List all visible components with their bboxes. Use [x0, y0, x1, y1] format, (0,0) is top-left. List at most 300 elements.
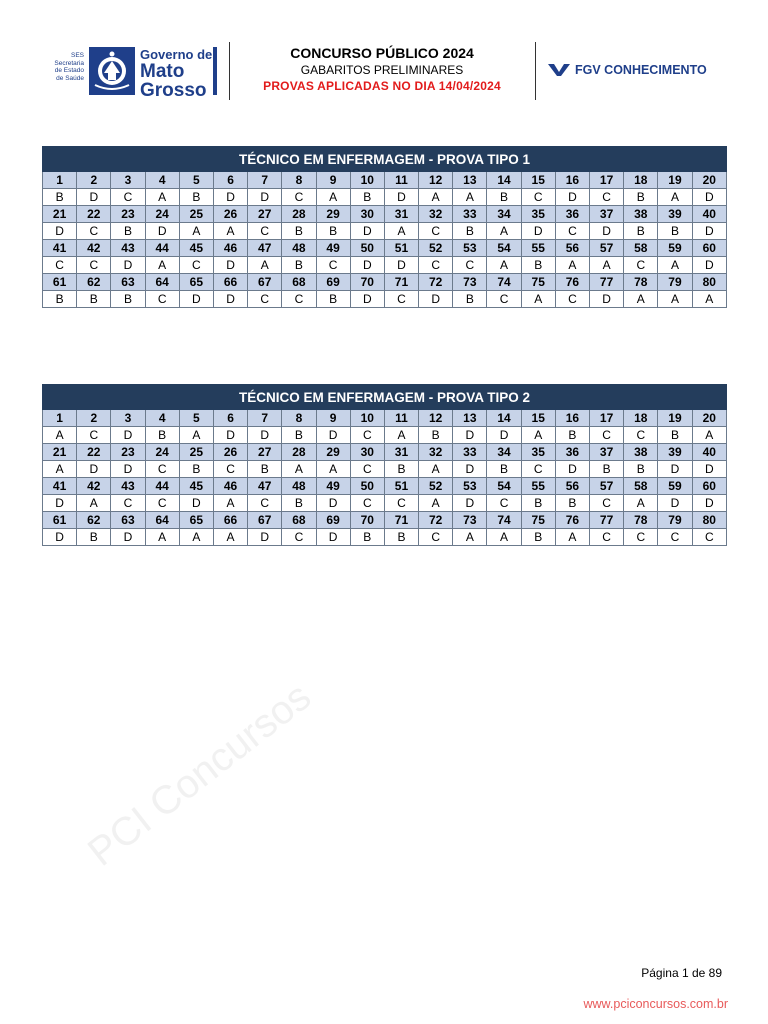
question-number-row [43, 206, 727, 223]
answer-cell: A [145, 189, 179, 206]
question-number-cell: 55 [521, 240, 555, 257]
question-number-cell: 11 [384, 410, 418, 427]
question-number-cell: 51 [384, 240, 418, 257]
answer-cell: A [145, 257, 179, 274]
question-number-cell: 17 [590, 172, 624, 189]
answer-cell: B [282, 427, 316, 444]
answer-cell: C [350, 427, 384, 444]
answer-cell: C [316, 257, 350, 274]
question-number-cell: 39 [658, 206, 692, 223]
question-number-cell: 6 [213, 410, 247, 427]
question-number-cell: 79 [658, 274, 692, 291]
question-number-cell: 40 [692, 206, 726, 223]
answer-cell: A [555, 257, 589, 274]
answer-cell: C [350, 461, 384, 478]
answer-row [43, 461, 727, 478]
answer-cell: B [453, 223, 487, 240]
answer-cell: C [487, 495, 521, 512]
answer-cell: D [316, 427, 350, 444]
answer-cell: B [590, 461, 624, 478]
answer-cell: B [145, 427, 179, 444]
answer-cell: D [350, 223, 384, 240]
question-number-cell: 5 [179, 410, 213, 427]
ses-line: de Saúde [56, 74, 84, 82]
question-number-cell: 7 [248, 172, 282, 189]
answer-cell: A [419, 495, 453, 512]
answer-cell: D [692, 495, 726, 512]
question-number-cell: 55 [521, 478, 555, 495]
answer-cell: B [419, 427, 453, 444]
answer-cell: D [213, 189, 247, 206]
question-number-cell: 69 [316, 512, 350, 529]
question-number-cell: 19 [658, 410, 692, 427]
answer-cell: B [111, 291, 145, 308]
answer-cell: C [521, 461, 555, 478]
answer-cell: A [624, 495, 658, 512]
answer-row [43, 257, 727, 274]
question-number-cell: 76 [555, 512, 589, 529]
answer-cell: D [453, 427, 487, 444]
question-number-cell: 2 [77, 172, 111, 189]
question-number-cell: 38 [624, 206, 658, 223]
question-number-cell: 56 [555, 478, 589, 495]
question-number-cell: 50 [350, 478, 384, 495]
question-number-cell: 30 [350, 206, 384, 223]
question-number-cell: 50 [350, 240, 384, 257]
question-number-cell: 39 [658, 444, 692, 461]
question-number-cell: 13 [453, 172, 487, 189]
answer-cell: C [282, 189, 316, 206]
question-number-cell: 29 [316, 444, 350, 461]
question-number-cell: 75 [521, 512, 555, 529]
question-number-cell: 24 [145, 206, 179, 223]
answer-cell: D [111, 529, 145, 546]
question-number-cell: 80 [692, 512, 726, 529]
question-number-cell: 42 [77, 478, 111, 495]
answer-cell: C [248, 291, 282, 308]
question-number-cell: 63 [111, 274, 145, 291]
answer-cell: B [282, 257, 316, 274]
answer-cell: C [384, 495, 418, 512]
answer-cell: C [111, 189, 145, 206]
question-number-cell: 30 [350, 444, 384, 461]
question-number-cell: 48 [282, 240, 316, 257]
question-number-row [43, 274, 727, 291]
answer-cell: A [624, 291, 658, 308]
question-number-cell: 31 [384, 206, 418, 223]
question-number-cell: 58 [624, 478, 658, 495]
answer-cell: A [658, 257, 692, 274]
answer-cell: B [487, 189, 521, 206]
answer-cell: D [248, 427, 282, 444]
answer-cell: A [316, 461, 350, 478]
table-title: TÉCNICO EM ENFERMAGEM - PROVA TIPO 1 [43, 147, 727, 172]
answer-key-table-type-2 [42, 384, 727, 546]
answer-cell: B [624, 461, 658, 478]
question-number-cell: 41 [43, 478, 77, 495]
question-number-cell: 66 [213, 512, 247, 529]
answer-cell: B [384, 529, 418, 546]
question-number-cell: 12 [419, 172, 453, 189]
table-title: TÉCNICO EM ENFERMAGEM - PROVA TIPO 2 [43, 385, 727, 410]
question-number-cell: 63 [111, 512, 145, 529]
question-number-cell: 43 [111, 240, 145, 257]
answer-row [43, 189, 727, 206]
question-number-row [43, 444, 727, 461]
question-number-cell: 31 [384, 444, 418, 461]
question-number-cell: 20 [692, 410, 726, 427]
question-number-cell: 44 [145, 240, 179, 257]
ses-label [44, 52, 84, 82]
question-number-cell: 61 [43, 512, 77, 529]
answer-cell: D [453, 461, 487, 478]
question-number-cell: 69 [316, 274, 350, 291]
answer-cell: B [555, 427, 589, 444]
answer-cell: D [316, 529, 350, 546]
answer-cell: D [213, 427, 247, 444]
question-number-cell: 58 [624, 240, 658, 257]
question-number-cell: 77 [590, 274, 624, 291]
page-number: Página 1 de 89 [641, 966, 722, 980]
question-number-cell: 61 [43, 274, 77, 291]
answer-cell: C [419, 223, 453, 240]
answer-row [43, 495, 727, 512]
answer-cell: A [179, 529, 213, 546]
answer-cell: B [487, 461, 521, 478]
question-number-cell: 23 [111, 206, 145, 223]
question-number-cell: 37 [590, 444, 624, 461]
question-number-cell: 27 [248, 206, 282, 223]
question-number-cell: 40 [692, 444, 726, 461]
answer-cell: C [248, 223, 282, 240]
answer-cell: C [419, 257, 453, 274]
question-number-cell: 33 [453, 206, 487, 223]
question-number-cell: 74 [487, 512, 521, 529]
question-number-cell: 27 [248, 444, 282, 461]
question-number-cell: 36 [555, 206, 589, 223]
question-number-cell: 60 [692, 240, 726, 257]
answer-cell: A [521, 291, 555, 308]
answer-cell: B [624, 189, 658, 206]
question-number-cell: 38 [624, 444, 658, 461]
answer-cell: B [179, 189, 213, 206]
answer-row [43, 529, 727, 546]
question-number-cell: 64 [145, 274, 179, 291]
question-number-cell: 17 [590, 410, 624, 427]
question-number-cell: 37 [590, 206, 624, 223]
answer-cell: C [350, 495, 384, 512]
answer-cell: D [111, 461, 145, 478]
answer-key-table-type-1 [42, 146, 727, 308]
answer-cell: C [624, 529, 658, 546]
answer-cell: D [248, 189, 282, 206]
question-number-cell: 68 [282, 512, 316, 529]
question-number-cell: 56 [555, 240, 589, 257]
answer-cell: D [658, 495, 692, 512]
answer-cell: C [590, 189, 624, 206]
question-number-cell: 57 [590, 240, 624, 257]
question-number-cell: 25 [179, 206, 213, 223]
answer-cell: C [145, 495, 179, 512]
answer-cell: B [282, 223, 316, 240]
fgv-chevron-icon [548, 64, 570, 76]
answer-cell: B [453, 291, 487, 308]
answer-cell: C [248, 495, 282, 512]
answer-cell: C [521, 189, 555, 206]
answer-cell: C [43, 257, 77, 274]
answer-cell: C [555, 291, 589, 308]
watermark: PCI Concursos [80, 674, 320, 875]
question-number-cell: 59 [658, 478, 692, 495]
question-number-cell: 67 [248, 512, 282, 529]
question-number-cell: 54 [487, 478, 521, 495]
question-number-cell: 32 [419, 206, 453, 223]
answer-cell: B [43, 291, 77, 308]
answer-cell: A [453, 529, 487, 546]
question-number-cell: 3 [111, 172, 145, 189]
answer-cell: B [248, 461, 282, 478]
question-number-cell: 62 [77, 274, 111, 291]
question-number-cell: 28 [282, 444, 316, 461]
answer-cell: C [213, 461, 247, 478]
question-number-cell: 22 [77, 206, 111, 223]
question-number-cell: 16 [555, 410, 589, 427]
question-number-cell: 1 [43, 410, 77, 427]
answer-cell: D [179, 291, 213, 308]
answer-cell: B [521, 495, 555, 512]
question-number-cell: 71 [384, 512, 418, 529]
question-number-cell: 6 [213, 172, 247, 189]
question-number-cell: 34 [487, 206, 521, 223]
fgv-label: FGV CONHECIMENTO [575, 63, 707, 77]
answer-cell: A [487, 257, 521, 274]
answer-cell: C [77, 223, 111, 240]
question-number-cell: 3 [111, 410, 145, 427]
question-number-cell: 8 [282, 172, 316, 189]
question-number-cell: 10 [350, 410, 384, 427]
question-number-cell: 76 [555, 274, 589, 291]
question-number-row [43, 512, 727, 529]
question-number-cell: 16 [555, 172, 589, 189]
question-number-cell: 33 [453, 444, 487, 461]
question-number-cell: 59 [658, 240, 692, 257]
answer-cell: B [521, 257, 555, 274]
answer-cell: A [213, 529, 247, 546]
question-number-cell: 70 [350, 274, 384, 291]
answer-cell: C [590, 529, 624, 546]
answer-cell: B [658, 427, 692, 444]
table-title-row [43, 385, 727, 410]
answer-cell: D [487, 427, 521, 444]
answer-cell: A [590, 257, 624, 274]
question-number-cell: 57 [590, 478, 624, 495]
gov-line-3: Grosso [140, 80, 207, 101]
question-number-cell: 32 [419, 444, 453, 461]
question-number-cell: 18 [624, 172, 658, 189]
question-number-cell: 46 [213, 240, 247, 257]
answer-cell: A [487, 529, 521, 546]
answer-cell: D [692, 189, 726, 206]
answer-cell: D [43, 529, 77, 546]
answer-cell: D [43, 495, 77, 512]
question-number-cell: 80 [692, 274, 726, 291]
gov-line-1: Governo de [140, 47, 213, 62]
answer-cell: D [384, 189, 418, 206]
question-number-cell: 5 [179, 172, 213, 189]
answer-cell: C [590, 495, 624, 512]
answer-cell: A [658, 189, 692, 206]
question-number-cell: 45 [179, 478, 213, 495]
question-number-cell: 10 [350, 172, 384, 189]
answer-cell: C [555, 223, 589, 240]
question-number-cell: 19 [658, 172, 692, 189]
question-number-cell: 23 [111, 444, 145, 461]
question-number-cell: 66 [213, 274, 247, 291]
question-number-cell: 60 [692, 478, 726, 495]
question-number-cell: 42 [77, 240, 111, 257]
question-number-cell: 20 [692, 172, 726, 189]
answer-cell: B [350, 529, 384, 546]
answer-cell: C [282, 291, 316, 308]
answer-cell: A [658, 291, 692, 308]
answer-cell: D [692, 461, 726, 478]
answer-cell: C [590, 427, 624, 444]
question-number-cell: 35 [521, 444, 555, 461]
question-number-cell: 79 [658, 512, 692, 529]
answer-cell: C [453, 257, 487, 274]
answer-cell: D [590, 223, 624, 240]
question-number-cell: 49 [316, 240, 350, 257]
question-number-cell: 21 [43, 444, 77, 461]
answer-cell: A [43, 461, 77, 478]
applied-date: PROVAS APLICADAS NO DIA 14/04/2024 [263, 79, 501, 93]
answer-cell: A [316, 189, 350, 206]
question-number-cell: 36 [555, 444, 589, 461]
contest-title: CONCURSO PÚBLICO 2024 [290, 45, 474, 61]
question-number-cell: 18 [624, 410, 658, 427]
gov-accent-bar [213, 47, 217, 95]
question-number-cell: 64 [145, 512, 179, 529]
question-number-cell: 7 [248, 410, 282, 427]
website-link[interactable]: www.pciconcursos.com.br [583, 997, 728, 1011]
answer-cell: A [282, 461, 316, 478]
answer-cell: D [419, 291, 453, 308]
answer-cell: C [487, 291, 521, 308]
question-number-cell: 78 [624, 512, 658, 529]
answer-cell: A [213, 223, 247, 240]
answer-cell: C [145, 461, 179, 478]
answer-cell: A [555, 529, 589, 546]
question-number-cell: 46 [213, 478, 247, 495]
gov-line-2: Mato [140, 61, 185, 82]
answer-cell: A [43, 427, 77, 444]
answer-cell: A [384, 427, 418, 444]
question-number-cell: 49 [316, 478, 350, 495]
question-number-cell: 15 [521, 172, 555, 189]
question-number-cell: 54 [487, 240, 521, 257]
answer-cell: C [282, 529, 316, 546]
answer-cell: A [487, 223, 521, 240]
answer-cell: C [692, 529, 726, 546]
answer-cell: B [43, 189, 77, 206]
answer-cell: D [521, 223, 555, 240]
header-divider-left [229, 42, 230, 100]
answer-cell: A [179, 427, 213, 444]
answer-cell: C [111, 495, 145, 512]
header-title-block [232, 44, 532, 95]
question-number-cell: 74 [487, 274, 521, 291]
answer-cell: D [350, 291, 384, 308]
question-number-cell: 75 [521, 274, 555, 291]
answer-cell: D [77, 189, 111, 206]
question-number-cell: 2 [77, 410, 111, 427]
answer-cell: A [384, 223, 418, 240]
question-number-row [43, 240, 727, 257]
answer-cell: B [624, 223, 658, 240]
answer-cell: D [350, 257, 384, 274]
answer-cell: D [213, 291, 247, 308]
question-number-cell: 65 [179, 512, 213, 529]
contest-subtitle: GABARITOS PRELIMINARES [300, 63, 464, 77]
question-number-cell: 34 [487, 444, 521, 461]
ses-line: SES [70, 52, 84, 59]
answer-row [43, 223, 727, 240]
question-number-cell: 22 [77, 444, 111, 461]
question-number-cell: 68 [282, 274, 316, 291]
question-number-cell: 70 [350, 512, 384, 529]
question-number-cell: 47 [248, 240, 282, 257]
question-number-cell: 44 [145, 478, 179, 495]
question-number-row [43, 172, 727, 189]
answer-cell: A [419, 461, 453, 478]
answer-cell: D [77, 461, 111, 478]
question-number-cell: 28 [282, 206, 316, 223]
answer-cell: B [111, 223, 145, 240]
answer-row [43, 291, 727, 308]
question-number-cell: 78 [624, 274, 658, 291]
answer-cell: D [179, 495, 213, 512]
answer-cell: C [384, 291, 418, 308]
question-number-row [43, 478, 727, 495]
answer-cell: D [43, 223, 77, 240]
state-coat-of-arms-icon [89, 47, 135, 95]
question-number-cell: 53 [453, 478, 487, 495]
question-number-cell: 72 [419, 512, 453, 529]
answer-cell: B [316, 223, 350, 240]
question-number-cell: 11 [384, 172, 418, 189]
question-number-cell: 4 [145, 172, 179, 189]
question-number-cell: 41 [43, 240, 77, 257]
answer-cell: A [521, 427, 555, 444]
question-number-cell: 24 [145, 444, 179, 461]
question-number-cell: 13 [453, 410, 487, 427]
question-number-cell: 48 [282, 478, 316, 495]
answer-cell: A [77, 495, 111, 512]
answer-cell: A [692, 291, 726, 308]
answer-cell: A [145, 529, 179, 546]
answer-cell: D [111, 427, 145, 444]
answer-cell: D [248, 529, 282, 546]
answer-cell: B [179, 461, 213, 478]
answer-cell: D [145, 223, 179, 240]
header-divider-right [535, 42, 536, 100]
question-number-cell: 47 [248, 478, 282, 495]
answer-row [43, 427, 727, 444]
answer-cell: B [316, 291, 350, 308]
answer-cell: D [590, 291, 624, 308]
ses-line: de Estado [54, 67, 84, 75]
answer-cell: B [384, 461, 418, 478]
